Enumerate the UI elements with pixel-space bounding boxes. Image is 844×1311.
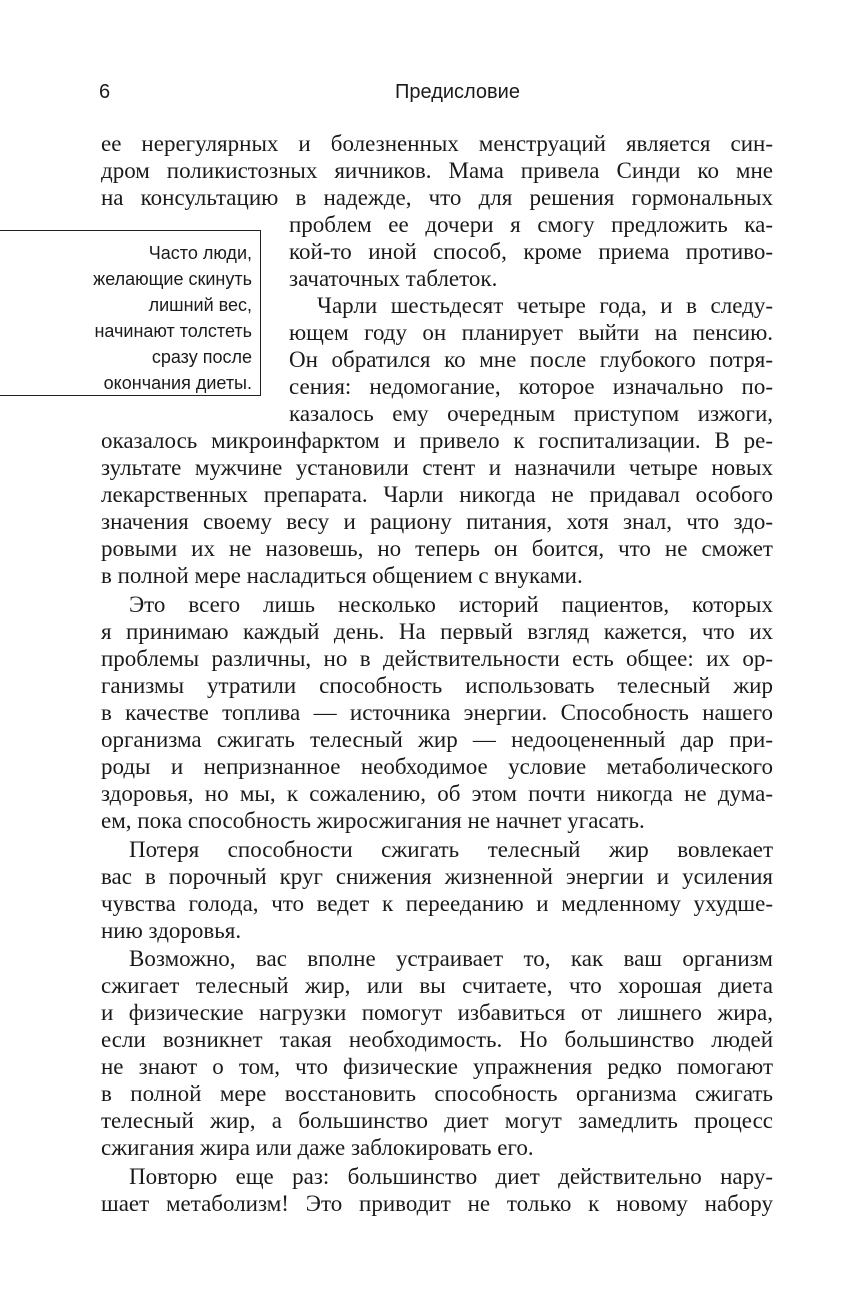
text-line: Чарли шестьдесят четыре года, и в следу- — [317, 293, 773, 318]
text-line: я принимаю каждый день. На первый взгляд кажется, что их — [101, 619, 773, 644]
text-line: шает метаболизм! Это приводит не только к новому набору — [101, 1191, 773, 1216]
sidebar-line: сразу после — [151, 347, 252, 367]
text-line: казалось ему очередным приступом изжоги, — [289, 401, 773, 426]
text-line: оказалось микроинфарктом и привело к госпитализации. В ре- — [101, 428, 773, 453]
text-line: ем, пока способность жиросжигания не начнет угасать. — [101, 808, 645, 833]
text-line: зультате мужчине установили стент и назначили четыре новых — [101, 455, 773, 480]
text-line: сжигания жира или даже заблокировать его. — [101, 1135, 534, 1160]
text-line: в качестве топлива — источника энергии. Способность нашего — [101, 700, 773, 725]
text-line: нию здоровья. — [101, 918, 242, 943]
text-line: в полной мере восстановить способность организма сжигать — [101, 1081, 773, 1106]
text-line: значения своему весу и рациону питания, хотя знал, что здо- — [101, 509, 773, 534]
text-line: организма сжигать телесный жир — недооцененный дар при- — [101, 727, 773, 752]
text-line: проблемы различны, но в действительности есть общее: их ор- — [101, 646, 773, 671]
text-line: и физические нагрузки помогут избавиться от лишнего жира, — [101, 1000, 773, 1025]
text-line: если возникнет такая необходимость. Но большинство людей — [101, 1027, 773, 1052]
text-line: здоровья, но мы, к сожалению, об этом почти никогда не дума- — [101, 781, 773, 806]
text-line: роды и непризнанное необходимое условие метаболического — [101, 754, 773, 779]
sidebar-line: желающие скинуть — [93, 269, 252, 289]
text-line: кой-то иной способ, кроме приема противо- — [289, 239, 773, 264]
text-line: Потеря способности сжигать телесный жир вовлекает — [129, 837, 773, 862]
text-line: в полной мере насладиться общением с внуками. — [101, 563, 583, 588]
sidebar-line: окончания диеты. — [103, 373, 252, 393]
text-line: не знают о том, что физические упражнения редко помогают — [101, 1054, 773, 1079]
sidebar-line: начинают толстеть — [94, 321, 252, 341]
running-title: Предисловие — [395, 81, 520, 103]
text-line: проблем ее дочери я смогу предложить ка- — [289, 212, 773, 237]
text-line: Это всего лишь несколько историй пациентов, которых — [129, 592, 773, 617]
page-number: 6 — [99, 81, 111, 103]
text-line: ровыми их не назовешь, но теперь он боится, что не сможет — [101, 536, 773, 561]
sidebar-line: Часто люди, — [148, 243, 252, 263]
sidebar-quote — [0, 230, 261, 396]
text-line: телесный жир, а большинство диет могут замедлить процесс — [101, 1108, 773, 1133]
text-line: вас в порочный круг снижения жизненной энергии и усиления — [101, 864, 773, 889]
text-line: ющем году он планирует выйти на пенсию. — [289, 320, 773, 345]
text-line: на консультацию в надежде, что для решения гормональных — [101, 185, 773, 210]
text-line: ганизмы утратили способность использовать телесный жир — [101, 673, 773, 698]
text-line: зачаточных таблеток. — [289, 266, 498, 291]
text-line: сения: недомогание, которое изначально по- — [289, 374, 773, 399]
text-line: лекарственных препарата. Чарли никогда не придавал особого — [101, 482, 773, 507]
text-line: Повторю еще раз: большинство диет действительно нару- — [129, 1164, 773, 1189]
sidebar-line: лишний вес, — [148, 295, 252, 315]
text-line: сжигает телесный жир, или вы считаете, что хорошая диета — [101, 973, 773, 998]
text-line: Возможно, вас вполне устраивает то, как ваш организм — [129, 946, 773, 971]
text-line: Он обратился ко мне после глубокого потря- — [289, 347, 773, 372]
text-line: дром поликистозных яичников. Мама привела Синди ко мне — [101, 158, 773, 183]
text-line: чувства голода, что ведет к перееданию и медленному ухудше- — [101, 891, 773, 916]
text-line: ее нерегулярных и болезненных менструаций является син- — [101, 131, 773, 156]
